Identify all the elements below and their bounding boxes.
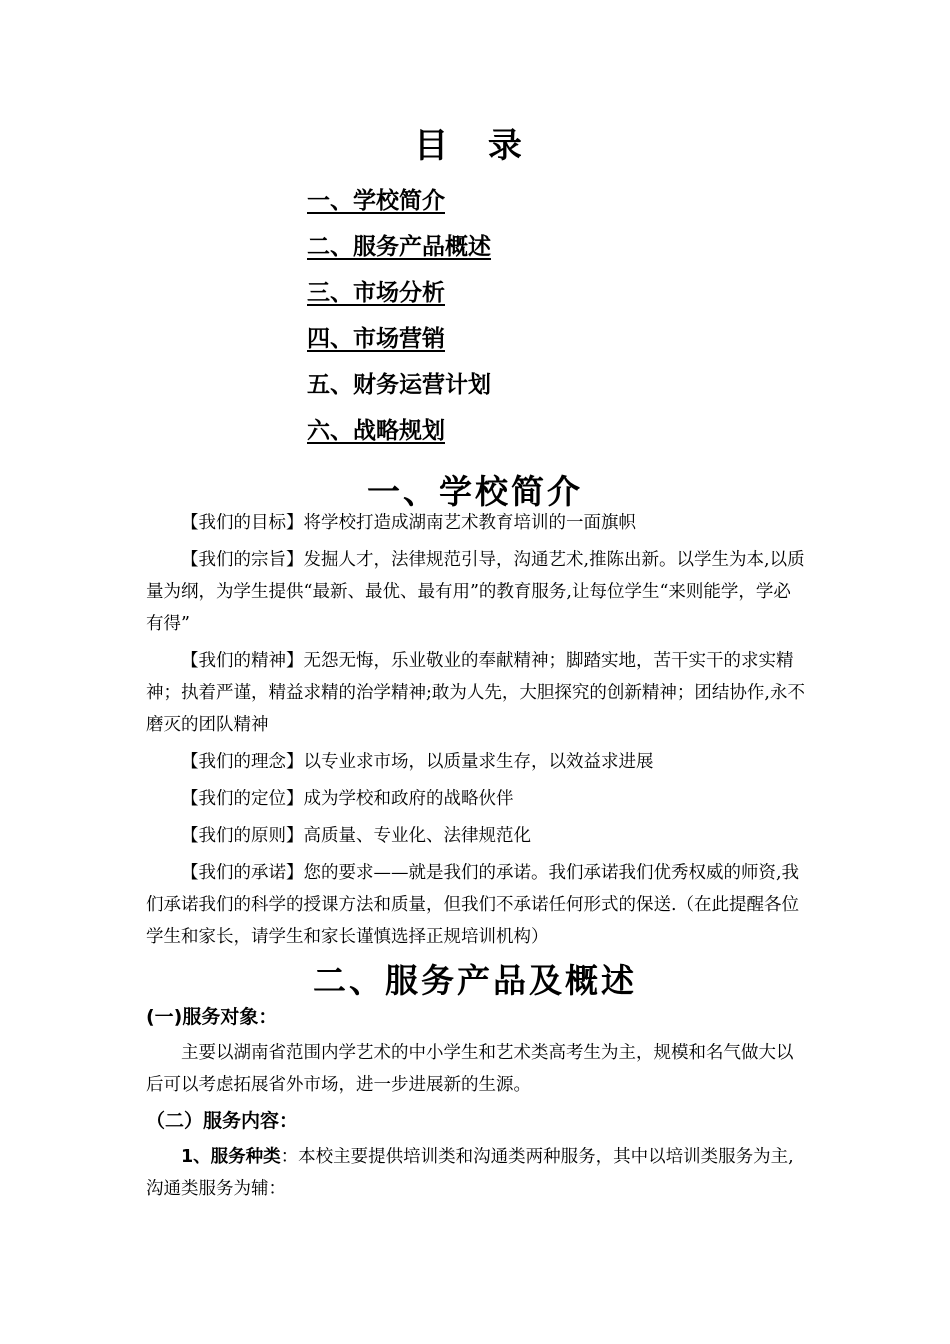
subheading-service-content: （二）服务内容： bbox=[146, 1110, 299, 1132]
paragraph-philosophy: 【我们的理念】以专业求市场，以质量求生存，以效益求进展 bbox=[181, 752, 654, 772]
toc-item-school-intro[interactable]: 一、学校简介 bbox=[307, 188, 445, 214]
toc-item-market-analysis[interactable]: 三、市场分析 bbox=[307, 280, 445, 306]
toc-item-financial-plan: 五、财务运营计划 bbox=[307, 372, 491, 398]
subheading-service-target: (一)服务对象： bbox=[146, 1006, 278, 1028]
section-heading-service-overview: 二、服务产品及概述 bbox=[313, 961, 637, 1000]
toc-item-strategy[interactable]: 六、战略规划 bbox=[307, 418, 445, 444]
paragraph-commitment: 【我们的承诺】您的要求——就是我们的承诺。我们承诺我们优秀权威的师资,我们承诺我们的科学的授课方法和质量，但我们不承诺任何形式的保送.（在此提醒各位学生和家长，请学生和家长谨慎选择正规培训机构） bbox=[146, 863, 800, 947]
paragraph-principle: 【我们的原则】高质量、专业化、法律规范化 bbox=[181, 826, 531, 846]
paragraph-service-target: 主要以湖南省范围内学艺术的中小学生和艺术类高考生为主，规模和名气做大以后可以考虑拓展省外市场，进一步进展新的生源。 bbox=[146, 1043, 794, 1095]
toc-item-service-overview[interactable]: 二、服务产品概述 bbox=[307, 234, 491, 260]
toc-item-marketing[interactable]: 四、市场营销 bbox=[307, 326, 445, 352]
school-intro-body bbox=[146, 507, 806, 953]
table-of-contents bbox=[307, 184, 491, 460]
section-heading-school-intro: 一、学校简介 bbox=[367, 472, 583, 511]
paragraph-spirit: 【我们的精神】无怨无悔，乐业敬业的奉献精神；脚踏实地，苦干实干的求实精神；执着严谨，精益求精的治学精神;敢为人先，大胆探究的创新精神；团结协作,永不磨灭的团队精神 bbox=[146, 651, 805, 735]
paragraph-positioning: 【我们的定位】成为学校和政府的战略伙伴 bbox=[181, 789, 514, 809]
toc-title: 目 录 bbox=[414, 126, 536, 166]
service-content-body bbox=[146, 1141, 806, 1205]
paragraph-tenet: 【我们的宗旨】发掘人才，法律规范引导，沟通艺术,推陈出新。以学生为本,以质量为纲，为学生提供“最新、最优、最有用”的教育服务,让每位学生“来则能学，学必有得” bbox=[146, 550, 805, 634]
paragraph-goal: 【我们的目标】将学校打造成湖南艺术教育培训的一面旗帜 bbox=[181, 513, 636, 533]
service-target-body bbox=[146, 1037, 806, 1101]
paragraph-service-types: 1、服务种类：本校主要提供培训类和沟通类两种服务，其中以培训类服务为主,沟通类服务为辅： bbox=[146, 1147, 794, 1199]
